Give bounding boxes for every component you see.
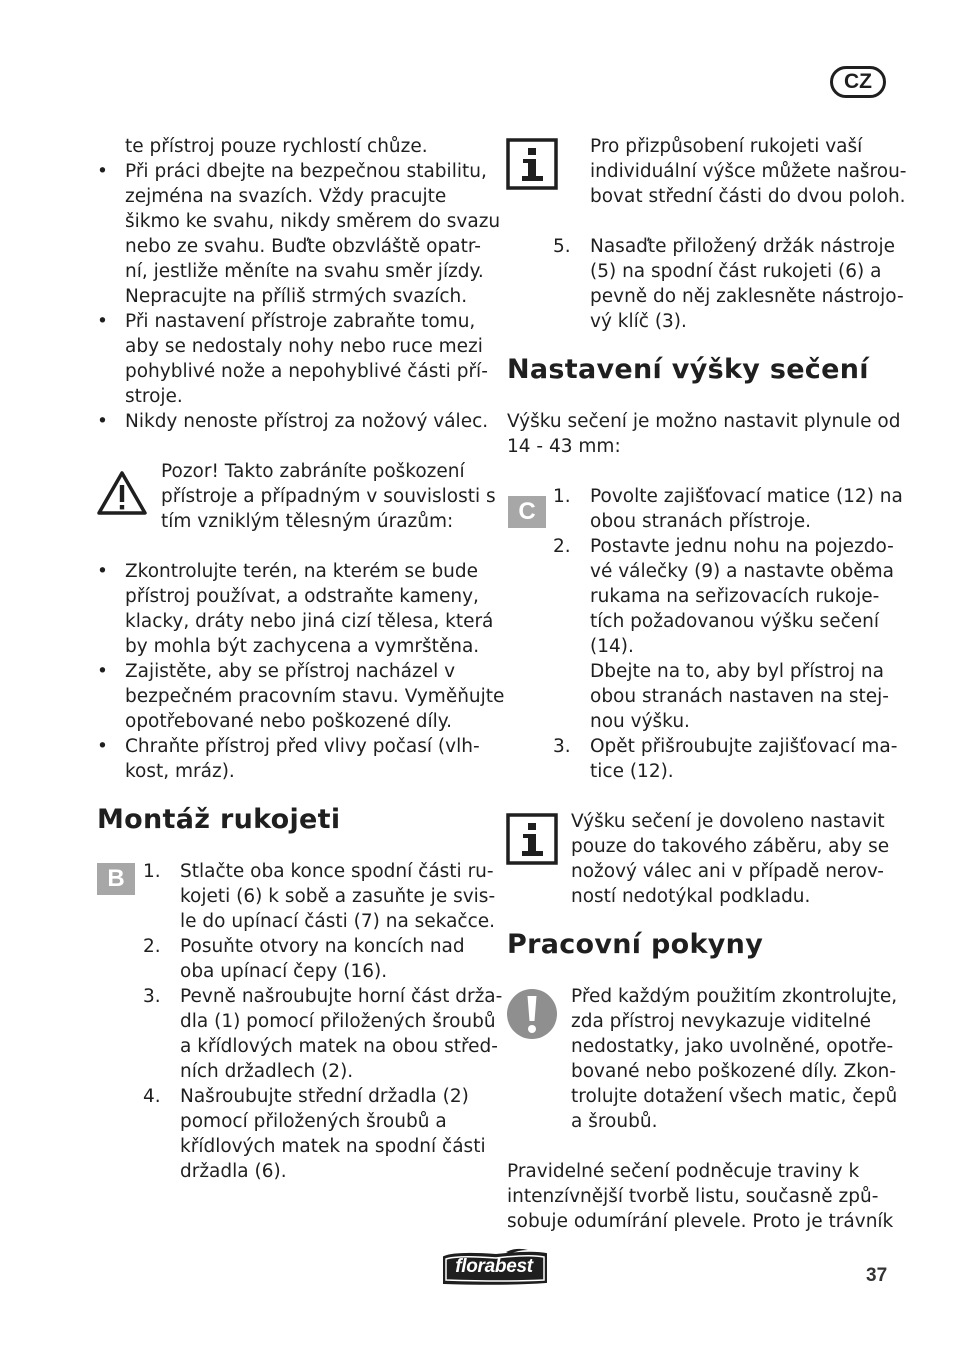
step-number: 3.: [553, 736, 571, 757]
bullet-line: ní, jestliže měníte na svahu směr jízdy.: [125, 261, 484, 282]
info-line: ností nedotýkal podkladu.: [571, 886, 811, 907]
info-icon: [506, 813, 558, 865]
step-number: 2.: [143, 936, 161, 957]
step-line: Dbejte na to, aby byl přístroj na: [590, 661, 884, 682]
bullet-line: pohyblivé nože a nepohyblivé části pří-: [125, 361, 488, 382]
caution-line: bované nebo poškozené díly. Zkon-: [571, 1061, 897, 1082]
intro-line: te přístroj pouze rychlostí chůze.: [125, 136, 428, 157]
paragraph-line: intenzívnější tvorbě listu, současně způ-: [507, 1186, 879, 1207]
bullet-marker: •: [97, 561, 108, 582]
step-line: le do upínací části (7) na sekačce.: [180, 911, 496, 932]
caution-line: trolujte dotažení všech matic, čepů: [571, 1086, 898, 1107]
warning-icon: [96, 470, 148, 516]
paragraph-line: 14 - 43 mm:: [507, 436, 621, 457]
caution-line: Před každým použitím zkontrolujte,: [571, 986, 898, 1007]
bullet-line: Při nastavení přístroje zabraňte tomu,: [125, 311, 476, 332]
language-badge: CZ: [830, 66, 886, 98]
step-line: obou stranách nastaven na stej-: [590, 686, 889, 707]
step-line: nou výšku.: [590, 711, 690, 732]
bullet-line: kost, mráz).: [125, 761, 235, 782]
step-line: oba upínací čepy (16).: [180, 961, 388, 982]
step-line: dla (1) pomocí přiložených šroubů: [180, 1011, 496, 1032]
bullet-line: Zajistěte, aby se přístroj nacházel v: [125, 661, 456, 682]
step-line: (14).: [590, 636, 634, 657]
bullet-line: Nepracujte na příliš strmých svazích.: [125, 286, 468, 307]
page-number: 37: [866, 1265, 888, 1286]
step-line: křídlových matek na spodní části: [180, 1136, 486, 1157]
info-icon: [506, 138, 558, 190]
bullet-line: Zkontrolujte terén, na kterém se bude: [125, 561, 479, 582]
info-line: bovat střední části do dvou poloh.: [590, 186, 906, 207]
step-line: pevně do něj zaklesněte nástrojo-: [590, 286, 904, 307]
step-number: 5.: [553, 236, 571, 257]
step-line: ních držadlech (2).: [180, 1061, 354, 1082]
bullet-marker: •: [97, 161, 108, 182]
step-line: obou stranách přístroje.: [590, 511, 811, 532]
step-number: 3.: [143, 986, 161, 1007]
bullet-line: zejména na svazích. Vždy pracujte: [125, 186, 447, 207]
warning-line: tím vzniklým tělesným úrazům:: [161, 511, 454, 532]
caution-icon: [506, 986, 558, 1042]
bullet-line: aby se nedostaly nohy nebo ruce mezi: [125, 336, 483, 357]
logo-text: florabest: [455, 1256, 533, 1277]
caution-line: a šroubů.: [571, 1111, 658, 1132]
step-line: Postavte jednu nohu na pojezdo-: [590, 536, 894, 557]
info-line: individuální výšce můžete našrou-: [590, 161, 907, 182]
step-line: Povolte zajišťovací matice (12) na: [590, 486, 903, 507]
section-heading-pokyny: Pracovní pokyny: [507, 929, 764, 960]
step-line: vé válečky (9) a nastavte oběma: [590, 561, 894, 582]
bullet-line: stroje.: [125, 386, 183, 407]
paragraph-line: Pravidelné sečení podněcuje traviny k: [507, 1161, 860, 1182]
bullet-marker: •: [97, 411, 108, 432]
step-number: 4.: [143, 1086, 161, 1107]
step-line: tice (12).: [590, 761, 674, 782]
step-line: (5) na spodní část rukojeti (6) a: [590, 261, 882, 282]
brand-logo: [436, 1248, 552, 1288]
step-line: vý klíč (3).: [590, 311, 687, 332]
section-heading-vyska: Nastavení výšky sečení: [507, 354, 869, 385]
bullet-line: bezpečném pracovním stavu. Vyměňujte: [125, 686, 505, 707]
bullet-line: klacky, dráty nebo jiná cizí tělesa, která: [125, 611, 494, 632]
bullet-line: by mohla být zachycena a vymrštěna.: [125, 636, 480, 657]
bullet-marker: •: [97, 661, 108, 682]
step-line: rukama na seřizovacích rukoje-: [590, 586, 880, 607]
info-line: Výšku sečení je dovoleno nastavit: [571, 811, 885, 832]
step-line: kojeti (6) k sobě a zasuňte je svis-: [180, 886, 496, 907]
bullet-marker: •: [97, 736, 108, 757]
bullet-line: opotřebované nebo poškozené díly.: [125, 711, 452, 732]
warning-line: Pozor! Takto zabráníte poškození: [161, 461, 465, 482]
info-line: nožový válec ani v případě nerov-: [571, 861, 884, 882]
bullet-line: Chraňte přístroj před vlivy počasí (vlh-: [125, 736, 480, 757]
step-line: Posuňte otvory na koncích nad: [180, 936, 465, 957]
step-line: Opět přišroubujte zajišťovací ma-: [590, 736, 898, 757]
step-number: 1.: [553, 486, 571, 507]
bullet-marker: •: [97, 311, 108, 332]
step-number: 1.: [143, 861, 161, 882]
bullet-line: nebo ze svahu. Buďte obzvláště opatr-: [125, 236, 481, 257]
caution-line: nedostatky, jako uvolněné, opotře-: [571, 1036, 894, 1057]
bullet-line: přístroj používat, a odstraňte kameny,: [125, 586, 479, 607]
section-badge-b: B: [97, 863, 135, 895]
bullet-line: Při práci dbejte na bezpečnou stabilitu,: [125, 161, 487, 182]
paragraph-line: sobuje odumírání plevele. Proto je trávník: [507, 1211, 894, 1232]
caution-line: zda přístroj nevykazuje viditelné: [571, 1011, 872, 1032]
step-line: a křídlových matek na obou střed-: [180, 1036, 498, 1057]
section-badge-c: C: [508, 496, 546, 528]
info-line: Pro přizpůsobení rukojeti vaší: [590, 136, 863, 157]
step-line: tích požadovanou výšku sečení: [590, 611, 879, 632]
step-line: Nasaďte přiložený držák nástroje: [590, 236, 895, 257]
bullet-line: šikmo ke svahu, nikdy směrem do svazu: [125, 211, 501, 232]
step-line: Pevně našroubujte horní část drža-: [180, 986, 503, 1007]
bullet-line: Nikdy nenoste přístroj za nožový válec.: [125, 411, 489, 432]
step-number: 2.: [553, 536, 571, 557]
warning-line: přístroje a případným v souvislosti s: [161, 486, 496, 507]
step-line: držadla (6).: [180, 1161, 287, 1182]
info-line: pouze do takového záběru, aby se: [571, 836, 890, 857]
step-line: Našroubujte střední držadla (2): [180, 1086, 469, 1107]
step-line: pomocí přiložených šroubů a: [180, 1111, 447, 1132]
section-heading-montaz: Montáž rukojeti: [97, 804, 341, 835]
step-line: Stlačte oba konce spodní části ru-: [180, 861, 494, 882]
paragraph-line: Výšku sečení je možno nastavit plynule od: [507, 411, 901, 432]
